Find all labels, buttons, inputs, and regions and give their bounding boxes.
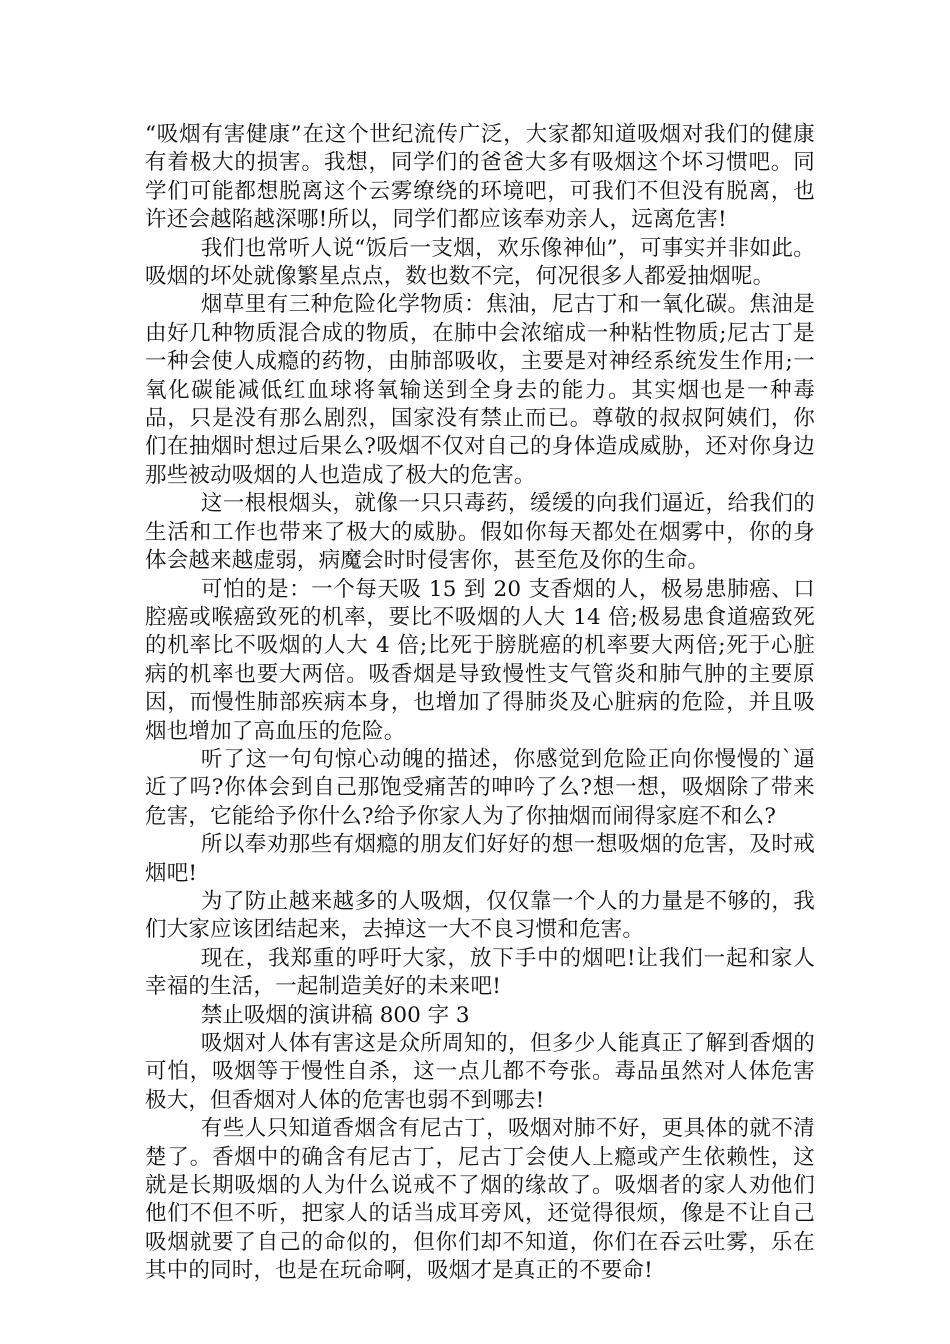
paragraph-section-nicotine: 有些人只知道香烟含有尼古丁，吸烟对肺不好，更具体的就不清楚了。香烟中的确含有尼古丁，尼古丁会使人上瘾或产生依赖性，这就是长期吸烟的人为什么说戒不了烟的缘故了。吸烟者的家人劝他们他们不但不听，把家人的话当成耳旁风，还觉得很烦，像是不让自己吸烟就要了自己的命似的，但你们却不知道，你们在吞云吐雾，乐在其中的同时，也是在玩命啊，吸烟才是真正的不要命! (145, 1116, 815, 1284)
paragraph-statistics: 可怕的是：一个每天吸 15 到 20 支香烟的人，极易患肺癌、口腔癌或喉癌致死的机率，要比不吸烟的人大 14 倍;极易患食道癌致死的机率比不吸烟的人大 4 倍;比死于膀胱癌的机率要大两倍;死于心脏病的机率也要大两倍。吸香烟是导致慢性支气管炎和肺气肿的主要原因，而慢性肺部疾病本身，也增加了得肺炎及心脏病的危险，并且吸烟也增加了高血压的危险。 (145, 576, 815, 744)
paragraph-chemicals: 烟草里有三种危险化学物质：焦油，尼古丁和一氧化碳。焦油是由好几种物质混合成的物质，在肺中会浓缩成一种粘性物质;尼古丁是一种会使人成瘾的药物，由肺部吸收，主要是对神经系统发生作用;一氧化碳能减低红血球将氧输送到全身去的能力。其实烟也是一种毒品，只是没有那么剧烈，国家没有禁止而已。尊敬的叔叔阿姨们，你们在抽烟时想过后果么?吸烟不仅对自己的身体造成威胁，还对你身边那些被动吸烟的人也造成了极大的危害。 (145, 292, 815, 488)
paragraph-reflection: 听了这一句句惊心动魄的描述，你感觉到危险正向你慢慢的`逼近了吗?你体会到自己那饱受痛苦的呻吟了么?想一想，吸烟除了带来危害，它能给予你什么?给予你家人为了你抽烟而闹得家庭不和么? (145, 746, 815, 829)
document-page (145, 121, 815, 1286)
paragraph-advice: 所以奉劝那些有烟瘾的朋友们好好的想一想吸烟的危害，及时戒烟吧! (145, 832, 815, 886)
paragraph-cigarette-butts: 这一根根烟头，就像一只只毒药，缓缓的向我们逼近，给我们的生活和工作也带来了极大的威胁。假如你每天都处在烟雾中，你的身体会越来越虚弱，病魔会时时侵害你，甚至危及你的生命。 (145, 491, 815, 574)
paragraph-intro: “吸烟有害健康”在这个世纪流传广泛，大家都知道吸烟对我们的健康有着极大的损害。我想，同学们的爸爸大多有吸烟这个坏习惯吧。同学们可能都想脱离这个云雾缭绕的环境吧，可我们不但没有脱离，也许还会越陷越深哪!所以，同学们都应该奉劝亲人，远离危害! (145, 122, 815, 233)
paragraph-unite: 为了防止越来越多的人吸烟，仅仅靠一个人的力量是不够的，我们大家应该团结起来，去掉这一大不良习惯和危害。 (145, 888, 815, 943)
section-heading: 禁止吸烟的演讲稿 800 字 3 (200, 1002, 470, 1028)
paragraph-section-intro: 吸烟对人体有害这是众所周知的，但多少人能真正了解到香烟的可怕，吸烟等于慢性自杀，这一点儿都不夸张。毒品虽然对人体危害极大，但香烟对人体的危害也弱不到哪去! (145, 1031, 815, 1113)
paragraph-appeal: 现在，我郑重的呼吁大家，放下手中的烟吧!让我们一起和家人幸福的生活，一起制造美好的未来吧! (145, 945, 815, 1000)
paragraph-saying: 我们也常听人说“饭后一支烟，欢乐像神仙”，可事实并非如此。吸烟的坏处就像繁星点点，数也数不完，何况很多人都爱抽烟呢。 (145, 235, 815, 290)
